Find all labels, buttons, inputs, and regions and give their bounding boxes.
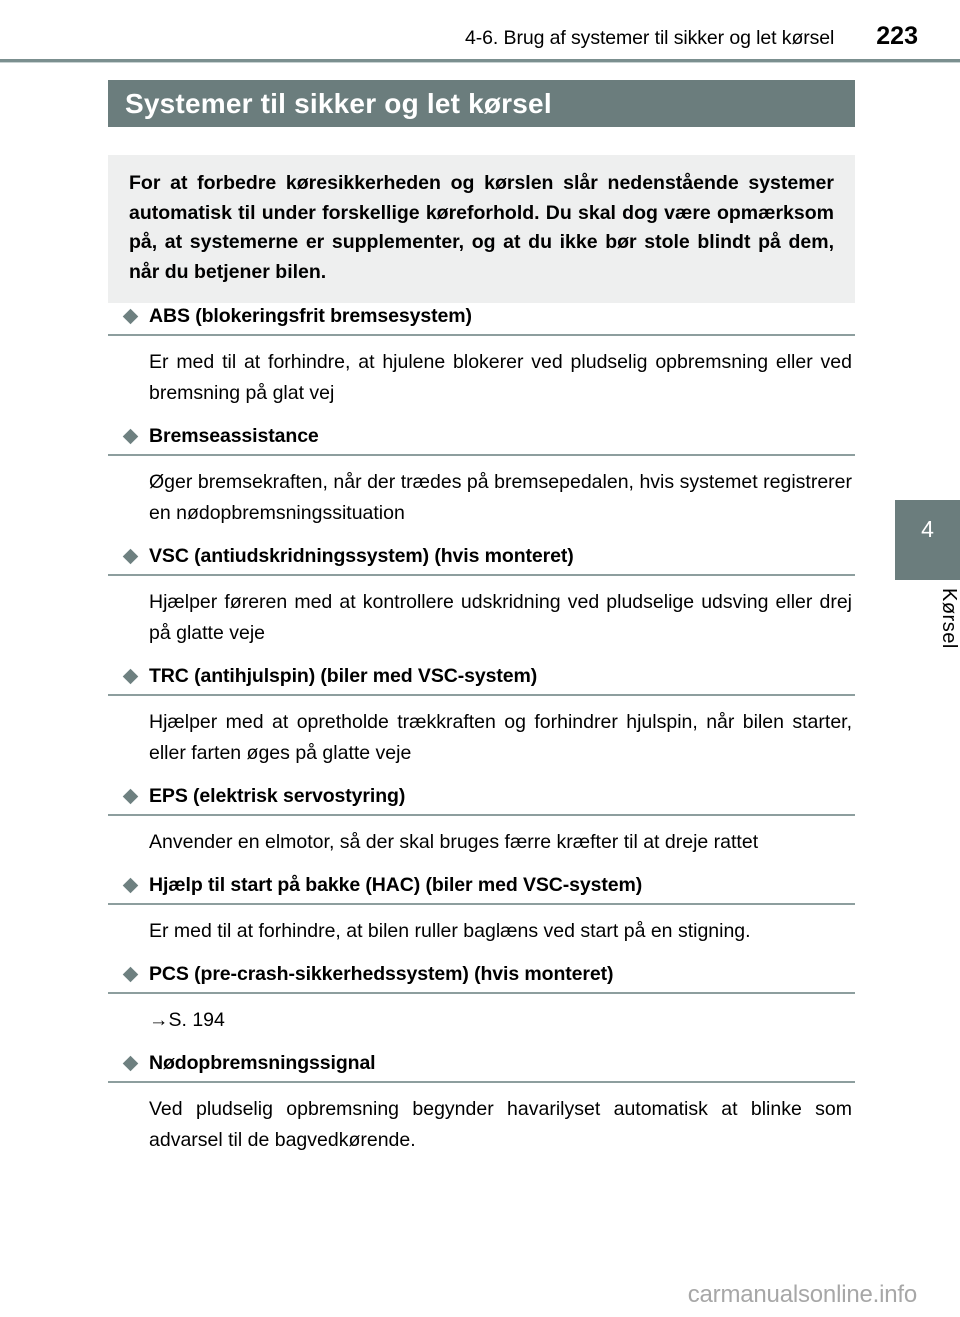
- list-item: [108, 1050, 855, 1168]
- entry-title: Bremseassistance: [149, 425, 319, 447]
- chapter-number: 4: [921, 516, 934, 542]
- list-item: [108, 543, 855, 661]
- entry-description: Hjælper med at opretholde trækkraften og forhindrer hjulspin, når bilen starter, eller farten øges på glatte veje: [149, 711, 852, 764]
- entry-heading: [108, 423, 855, 456]
- diamond-bullet-icon: [123, 549, 139, 565]
- chapter-tab: [895, 500, 960, 580]
- list-item: [108, 872, 855, 959]
- section-title-bar: [108, 80, 855, 127]
- systems-list: [108, 303, 855, 1170]
- breadcrumb: 4-6. Brug af systemer til sikker og let kørsel: [465, 27, 835, 49]
- header-divider: [0, 59, 960, 62]
- entry-heading: [108, 783, 855, 816]
- list-item: [108, 303, 855, 421]
- diamond-bullet-icon: [123, 789, 139, 805]
- entry-title: ABS (blokeringsfrit bremsesystem): [149, 305, 472, 327]
- entry-description: Ved pludselig opbremsning begynder havarilyset automatisk at blinke som advarsel til de bagvedkørende.: [149, 1098, 852, 1151]
- entry-heading: [108, 1050, 855, 1083]
- diamond-bullet-icon: [123, 878, 139, 894]
- list-item: [108, 961, 855, 1048]
- entry-heading: [108, 961, 855, 994]
- entry-heading: [108, 303, 855, 336]
- entry-description: Hjælper føreren med at kontrollere udskridning ved pludselige udsving eller drej på glatte veje: [149, 591, 852, 644]
- entry-title: TRC (antihjulspin) (biler med VSC-system): [149, 665, 538, 687]
- page-cross-reference: →S. 194: [149, 1009, 225, 1031]
- section-title: Systemer til sikker og let kørsel: [125, 87, 552, 119]
- footer-watermark: carmanualsonline.info: [687, 1281, 917, 1308]
- entry-heading: [108, 543, 855, 576]
- list-item: [108, 783, 855, 870]
- entry-title: PCS (pre-crash-sikkerhedssystem) (hvis monteret): [149, 963, 614, 985]
- intro-paragraph: For at forbedre køresikkerheden og kørslen slår nedenstående systemer automatisk til under forskellige køreforhold. Du skal dog være opmærksom på, at systemerne er supplementer, og at du ikke bør stole blindt på dem, når du betjener bilen.: [129, 172, 834, 283]
- entry-description: Er med til at forhindre, at hjulene blokerer ved pludselig opbremsning eller ved bremsning på glat vej: [149, 351, 852, 404]
- page-header: [0, 0, 960, 61]
- diamond-bullet-icon: [123, 967, 139, 983]
- entry-title: Nødopbremsningssignal: [149, 1052, 376, 1074]
- list-item: [108, 423, 855, 541]
- entry-description: Er med til at forhindre, at bilen ruller baglæns ved start på en stigning.: [149, 920, 751, 942]
- diamond-bullet-icon: [123, 309, 139, 325]
- intro-callout-box: [108, 155, 855, 303]
- header-inner: [0, 22, 960, 51]
- diamond-bullet-icon: [123, 429, 139, 445]
- entry-description: Øger bremsekraften, når der trædes på bremsepedalen, hvis systemet registrerer en nødopbremsningssituation: [149, 471, 852, 524]
- list-item: [108, 663, 855, 781]
- diamond-bullet-icon: [123, 669, 139, 685]
- entry-heading: [108, 663, 855, 696]
- entry-description: Anvender en elmotor, så der skal bruges færre kræfter til at dreje rattet: [149, 831, 759, 853]
- entry-title: Hjælp til start på bakke (HAC) (biler med VSC-system): [149, 874, 643, 896]
- page-number: 223: [876, 22, 918, 50]
- entry-title: VSC (antiudskridningssystem) (hvis monteret): [149, 545, 574, 567]
- diamond-bullet-icon: [123, 1056, 139, 1072]
- entry-title: EPS (elektrisk servostyring): [149, 785, 406, 807]
- chapter-label: Kørsel: [938, 588, 960, 649]
- entry-heading: [108, 872, 855, 905]
